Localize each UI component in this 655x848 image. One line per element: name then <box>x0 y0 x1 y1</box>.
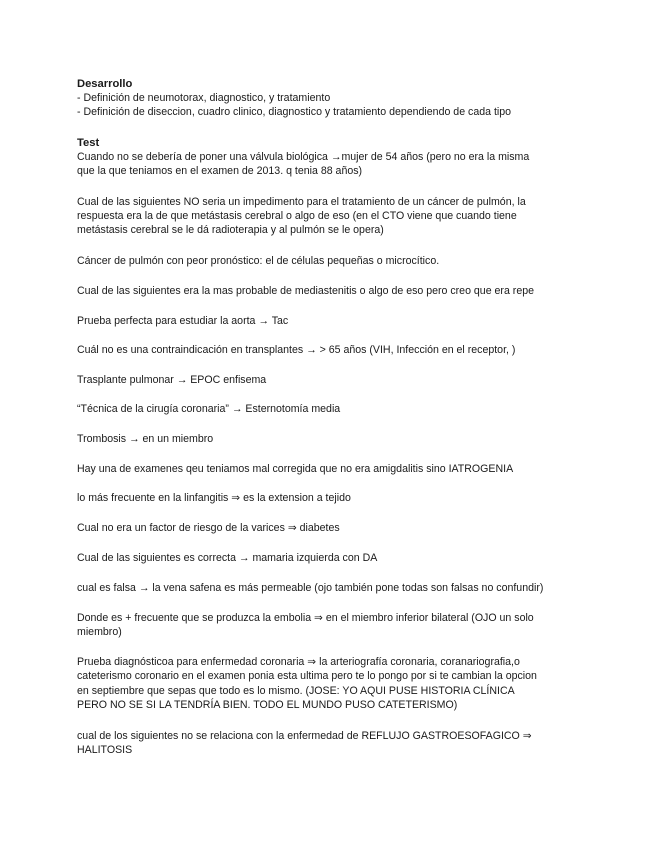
question-line: Trasplante pulmonar → EPOC enfisema <box>77 374 267 386</box>
question-line: Donde es + frecuente que se produzca la embolia ⇒ en el miembro inferior bilateral (OJO un solo <box>77 612 534 624</box>
desarrollo-heading: Desarrollo <box>77 78 133 90</box>
question-line: miembro) <box>77 626 122 638</box>
question-line: Cuál no es una contraindicación en transplantes → > 65 años (VIH, Infección en el receptor, ) <box>77 344 516 356</box>
desarrollo-item: - Definición de neumotorax, diagnostico, y tratamiento <box>77 92 331 104</box>
question-line: Cuando no se debería de poner una válvula biológica →mujer de 54 años (pero no era la misma <box>77 151 530 163</box>
question-line: lo más frecuente en la linfangitis ⇒ es la extension a tejido <box>77 492 351 504</box>
question-line: Hay una de examenes qeu teniamos mal corregida que no era amigdalitis sino IATROGENIA <box>77 463 514 475</box>
question-line: Cual de las siguientes es correcta → mamaria izquierda con DA <box>77 552 378 564</box>
question-line: metástasis cerebral se le dá radioterapia y al pulmón se le opera) <box>77 224 384 236</box>
question-line: Cual no era un factor de riesgo de la varices ⇒ diabetes <box>77 522 340 534</box>
question-line: PERO NO SE SI LA TENDRÍA BIEN. TODO EL MUNDO PUSO CATETERISMO) <box>77 699 458 711</box>
question-line: Prueba perfecta para estudiar la aorta → Tac <box>77 315 289 327</box>
desarrollo-item: - Definición de diseccion, cuadro clinico, diagnostico y tratamiento dependiendo de cada tipo <box>77 106 512 118</box>
question-line: cual de los siguientes no se relaciona con la enfermedad de REFLUJO GASTROESOFAGICO ⇒ <box>77 730 532 742</box>
question-line: que la que teniamos en el examen de 2013. q tenia 88 años) <box>77 165 363 177</box>
question-line: Cáncer de pulmón con peor pronóstico: el de células pequeñas o microcítico. <box>77 255 440 267</box>
question-line: “Técnica de la cirugía coronaria” → Esternotomía media <box>77 403 341 415</box>
test-heading: Test <box>77 137 100 149</box>
question-line: en septiembre que sepas que todo es lo mismo. (JOSE: YO AQUI PUSE HISTORIA CLÍNICA <box>77 685 515 697</box>
question-line: HALITOSIS <box>77 744 133 756</box>
question-line: respuesta era la de que metástasis cerebral o algo de eso (en el CTO viene que cuando tiene <box>77 210 517 222</box>
question-line: cateterismo coronario en el examen ponia esta ultima pero te lo pongo por si te cambian la opcion <box>77 670 537 682</box>
question-line: Cual de las siguientes NO seria un impedimento para el tratamiento de un cáncer de pulmón, la <box>77 196 526 208</box>
question-line: Trombosis → en un miembro <box>77 433 214 445</box>
question-line: cual es falsa → la vena safena es más permeable (ojo también pone todas son falsas no confundir) <box>77 582 544 594</box>
question-line: Cual de las siguientes era la mas probable de mediastenitis o algo de eso pero creo que era repe <box>77 285 534 297</box>
question-line: Prueba diagnósticoa para enfermedad coronaria ⇒ la arteriografía coronaria, coranariografia,o <box>77 656 520 668</box>
